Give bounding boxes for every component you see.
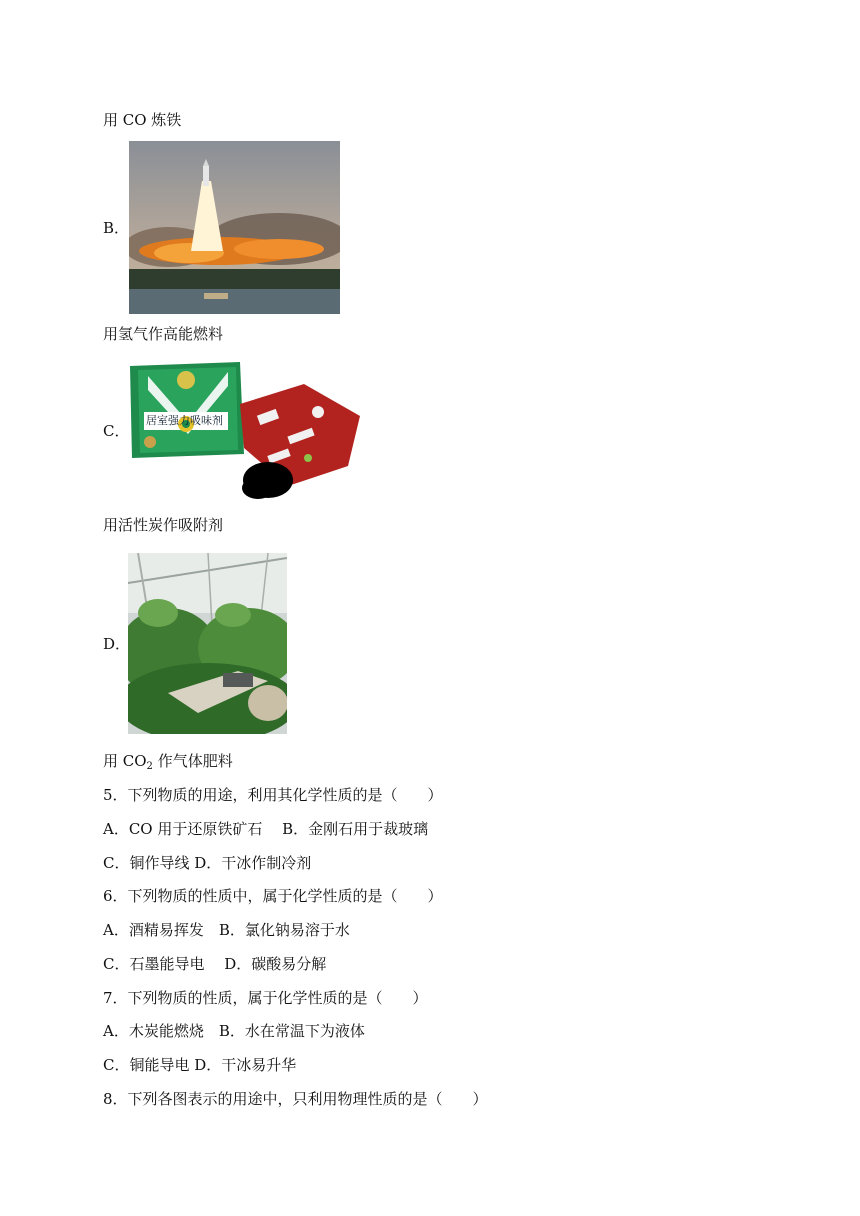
- greenhouse-image: [128, 553, 287, 734]
- product-box-text: 居室强力吸味剂: [146, 414, 223, 427]
- question-5-options-line-1: A．CO 用于还原铁矿石 B．金刚石用于裁玻璃: [103, 820, 429, 838]
- option-d-caption-pre: 用 CO: [103, 752, 147, 770]
- rocket-launch-image: [129, 141, 340, 314]
- option-d-caption: [103, 751, 233, 771]
- option-d-caption-post: 作气体肥料: [152, 752, 233, 770]
- question-7-stem: 7．下列物质的性质，属于化学性质的是（ ）: [103, 989, 428, 1007]
- option-c-label: C．: [103, 422, 130, 440]
- question-5-options-line-2: C．铜作导线 D．干冰作制冷剂: [103, 854, 312, 872]
- option-c-caption: 用活性炭作吸附剂: [103, 516, 224, 534]
- activated-carbon-image: [128, 362, 363, 500]
- option-b-label: B．: [103, 219, 130, 237]
- question-7-options-line-1: A．木炭能燃烧 B．水在常温下为液体: [103, 1022, 365, 1040]
- option-d-label: D．: [103, 635, 131, 653]
- option-b-caption: 用氢气作高能燃料: [103, 325, 224, 343]
- question-6-stem: 6．下列物质的性质中，属于化学性质的是（ ）: [103, 887, 443, 905]
- question-6-options-line-1: A．酒精易挥发 B．氯化钠易溶于水: [103, 921, 350, 939]
- question-8-stem: 8．下列各图表示的用途中，只利用物理性质的是（ ）: [103, 1090, 488, 1108]
- question-7-options-line-2: C．铜能导电 D．干冰易升华: [103, 1056, 297, 1074]
- question-5-stem: 5．下列物质的用途，利用其化学性质的是（ ）: [103, 786, 443, 804]
- question-6-options-line-2: C．石墨能导电 D．碳酸易分解: [103, 955, 327, 973]
- option-a-caption: 用 CO 炼铁: [103, 111, 182, 129]
- option-d-caption-sub: 2: [146, 761, 153, 772]
